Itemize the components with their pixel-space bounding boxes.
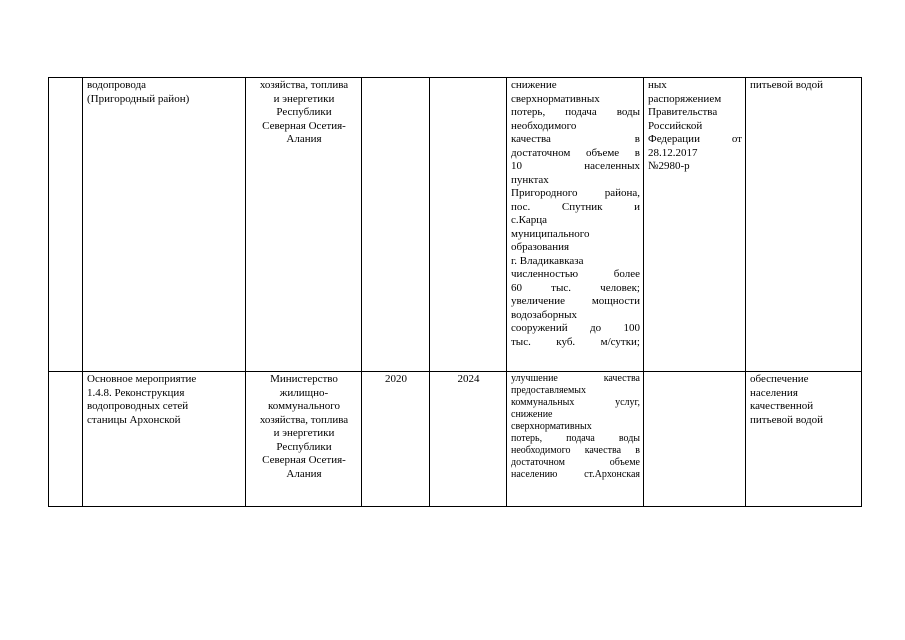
cell-text-line: пос. Спутник и bbox=[511, 200, 640, 213]
cell-text-line: Федерации от bbox=[648, 133, 742, 145]
cell-text-line: потерь, подача воды bbox=[511, 106, 640, 118]
cell-text-line: распоряжением bbox=[648, 92, 722, 105]
cell-text-line: 28.12.2017 bbox=[648, 146, 698, 159]
cell-text-line: Правительства bbox=[648, 106, 718, 118]
cell-text-line: №2980-р bbox=[648, 160, 690, 172]
cell-text-line: и энергетики bbox=[273, 427, 335, 439]
start-year-cell bbox=[362, 78, 430, 372]
cell-text-line: необходимого bbox=[511, 119, 577, 132]
expected-result-cell bbox=[507, 372, 644, 507]
cell-text-line: Республики bbox=[276, 440, 332, 453]
measure-name-cell bbox=[83, 372, 246, 507]
row-number-cell bbox=[49, 372, 83, 507]
cell-text-line: Министерство bbox=[270, 373, 338, 385]
cell-text-line: увеличение мощности bbox=[511, 295, 640, 307]
cell-text-line: муниципального bbox=[511, 227, 590, 240]
table-body bbox=[49, 78, 862, 507]
cell-text-line: обеспечение bbox=[750, 373, 809, 385]
cell-text-line: снижение bbox=[511, 79, 557, 91]
start-year-cell bbox=[362, 372, 430, 507]
cell-text-line: 1.4.8. Реконструкция bbox=[87, 386, 185, 399]
row-number-cell bbox=[49, 78, 83, 372]
cell-text-line: 60 тыс. человек; bbox=[511, 281, 640, 294]
cell-text-line: с.Карца bbox=[511, 214, 547, 226]
end-year-cell bbox=[430, 372, 507, 507]
cell-text-line: снижение bbox=[511, 409, 553, 420]
cell-text-line: Алания bbox=[286, 467, 322, 480]
cell-text-line: образования bbox=[511, 241, 570, 253]
basis-cell bbox=[644, 372, 746, 507]
cell-text-line: качественной bbox=[750, 400, 814, 412]
end-year-cell bbox=[430, 78, 507, 372]
table-row bbox=[49, 78, 862, 372]
cell-text-line: населению ст.Архонская bbox=[511, 469, 640, 480]
start-year-value: 2020 bbox=[385, 373, 407, 385]
cell-text-line: водопровода bbox=[87, 79, 147, 91]
cell-text-line: коммунальных услуг, bbox=[511, 397, 640, 408]
cell-text-line: пунктах bbox=[511, 173, 549, 186]
expected-result-cell bbox=[507, 78, 644, 372]
cell-text-line: сооружений до 100 bbox=[511, 322, 640, 334]
table-row bbox=[49, 372, 862, 507]
cell-text-line: предоставляемых bbox=[511, 385, 587, 396]
cell-text-line: водозаборных bbox=[511, 308, 577, 321]
cell-text-line: Республики bbox=[276, 106, 332, 118]
basis-cell bbox=[644, 78, 746, 372]
end-year-value: 2024 bbox=[457, 373, 480, 385]
effect-cell bbox=[746, 78, 862, 372]
cell-text-line: достаточном объеме bbox=[511, 457, 640, 468]
cell-text-line: улучшение качества bbox=[511, 373, 640, 384]
measure-name-cell bbox=[83, 78, 246, 372]
cell-text-line: сверхнормативных bbox=[511, 92, 600, 105]
cell-text-line: (Пригородный район) bbox=[87, 92, 190, 105]
measures-table bbox=[48, 77, 862, 507]
cell-text-line: 10 населенных bbox=[511, 160, 640, 172]
cell-text-line: коммунального bbox=[268, 400, 340, 412]
effect-cell bbox=[746, 372, 862, 507]
cell-text-line: Северная Осетия- bbox=[262, 454, 346, 466]
cell-text-line: Северная Осетия- bbox=[262, 119, 346, 132]
cell-text-line: необходимого качества в bbox=[511, 445, 640, 456]
cell-text-line: достаточном объеме в bbox=[511, 146, 640, 159]
cell-text-line: питьевой водой bbox=[750, 413, 824, 426]
cell-text-line: питьевой водой bbox=[750, 79, 824, 91]
cell-text-line: тыс. куб. м/сутки; bbox=[511, 335, 640, 348]
cell-text-line: г. Владикавказа bbox=[511, 254, 584, 267]
cell-text-line: хозяйства, топлива bbox=[259, 413, 349, 426]
cell-text-line: станицы Архонской bbox=[87, 413, 181, 426]
cell-text-line: сверхнормативных bbox=[511, 421, 592, 432]
executor-cell bbox=[246, 372, 362, 507]
cell-text-line: Российской bbox=[648, 119, 703, 132]
cell-text-line: Алания bbox=[286, 133, 322, 145]
executor-cell bbox=[246, 78, 362, 372]
cell-text-line: жилищно- bbox=[279, 386, 329, 399]
cell-text-line: водопроводных сетей bbox=[87, 400, 189, 412]
cell-text-line: Пригородного района, bbox=[511, 187, 640, 199]
cell-text-line: качества в bbox=[511, 133, 640, 145]
cell-text-line: ных bbox=[648, 79, 667, 91]
cell-text-line: Основное мероприятие bbox=[87, 373, 197, 385]
cell-text-line: потерь, подача воды bbox=[511, 433, 640, 444]
cell-text-line: и энергетики bbox=[273, 92, 335, 105]
cell-text-line: населения bbox=[750, 386, 798, 399]
cell-text-line: численностью более bbox=[511, 268, 640, 280]
cell-text-line: хозяйства, топлива bbox=[259, 79, 349, 91]
